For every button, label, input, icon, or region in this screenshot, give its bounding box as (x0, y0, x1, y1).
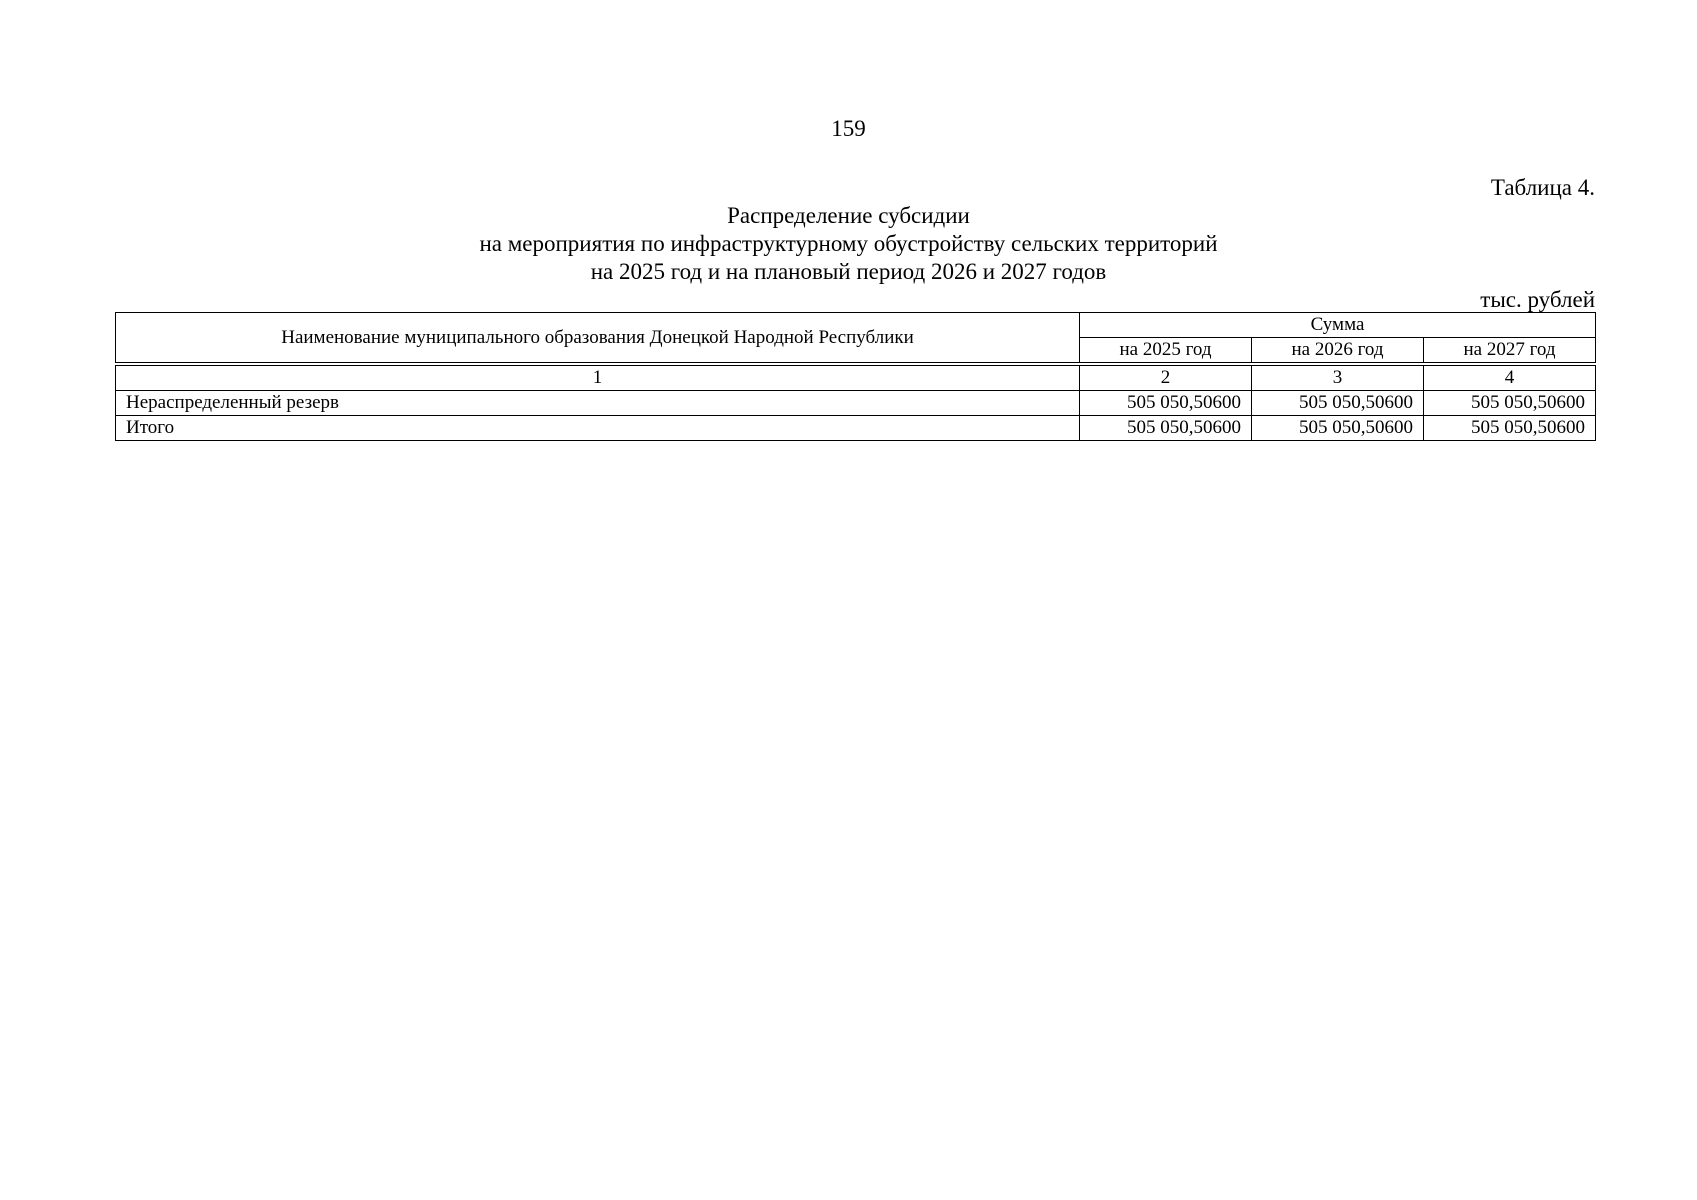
row-name: Итого (116, 416, 1080, 441)
title-line-3: на 2025 год и на плановый период 2026 и 2027 годов (590, 259, 1107, 284)
document-title (0, 202, 1697, 286)
header-sum: Сумма (1080, 313, 1596, 338)
column-number-row (116, 364, 1596, 391)
table-row (116, 391, 1596, 416)
title-line-2: на мероприятия по инфраструктурному обустройству сельских территорий (479, 231, 1218, 256)
table-header-row (116, 313, 1596, 338)
header-year-2027: на 2027 год (1424, 338, 1596, 365)
row-value-2027: 505 050,50600 (1424, 416, 1596, 441)
table-row-total (116, 416, 1596, 441)
header-year-2026: на 2026 год (1252, 338, 1424, 365)
subsidy-table (115, 312, 1596, 441)
row-name: Нераспределенный резерв (116, 391, 1080, 416)
subsidy-table-container (115, 312, 1595, 441)
column-number-2: 2 (1080, 364, 1252, 391)
column-number-1: 1 (116, 364, 1080, 391)
page-number: 159 (831, 116, 866, 141)
row-value-2025: 505 050,50600 (1080, 416, 1252, 441)
units-label: тыс. рублей (1480, 287, 1595, 312)
row-value-2027: 505 050,50600 (1424, 391, 1596, 416)
row-value-2026: 505 050,50600 (1252, 416, 1424, 441)
row-value-2026: 505 050,50600 (1252, 391, 1424, 416)
title-line-1: Распределение субсидии (727, 203, 970, 228)
table-label: Таблица 4. (1490, 175, 1595, 200)
column-number-4: 4 (1424, 364, 1596, 391)
header-year-2025: на 2025 год (1080, 338, 1252, 365)
header-municipality-name: Наименование муниципального образования Донецкой Народной Республики (116, 313, 1080, 365)
column-number-3: 3 (1252, 364, 1424, 391)
row-value-2025: 505 050,50600 (1080, 391, 1252, 416)
